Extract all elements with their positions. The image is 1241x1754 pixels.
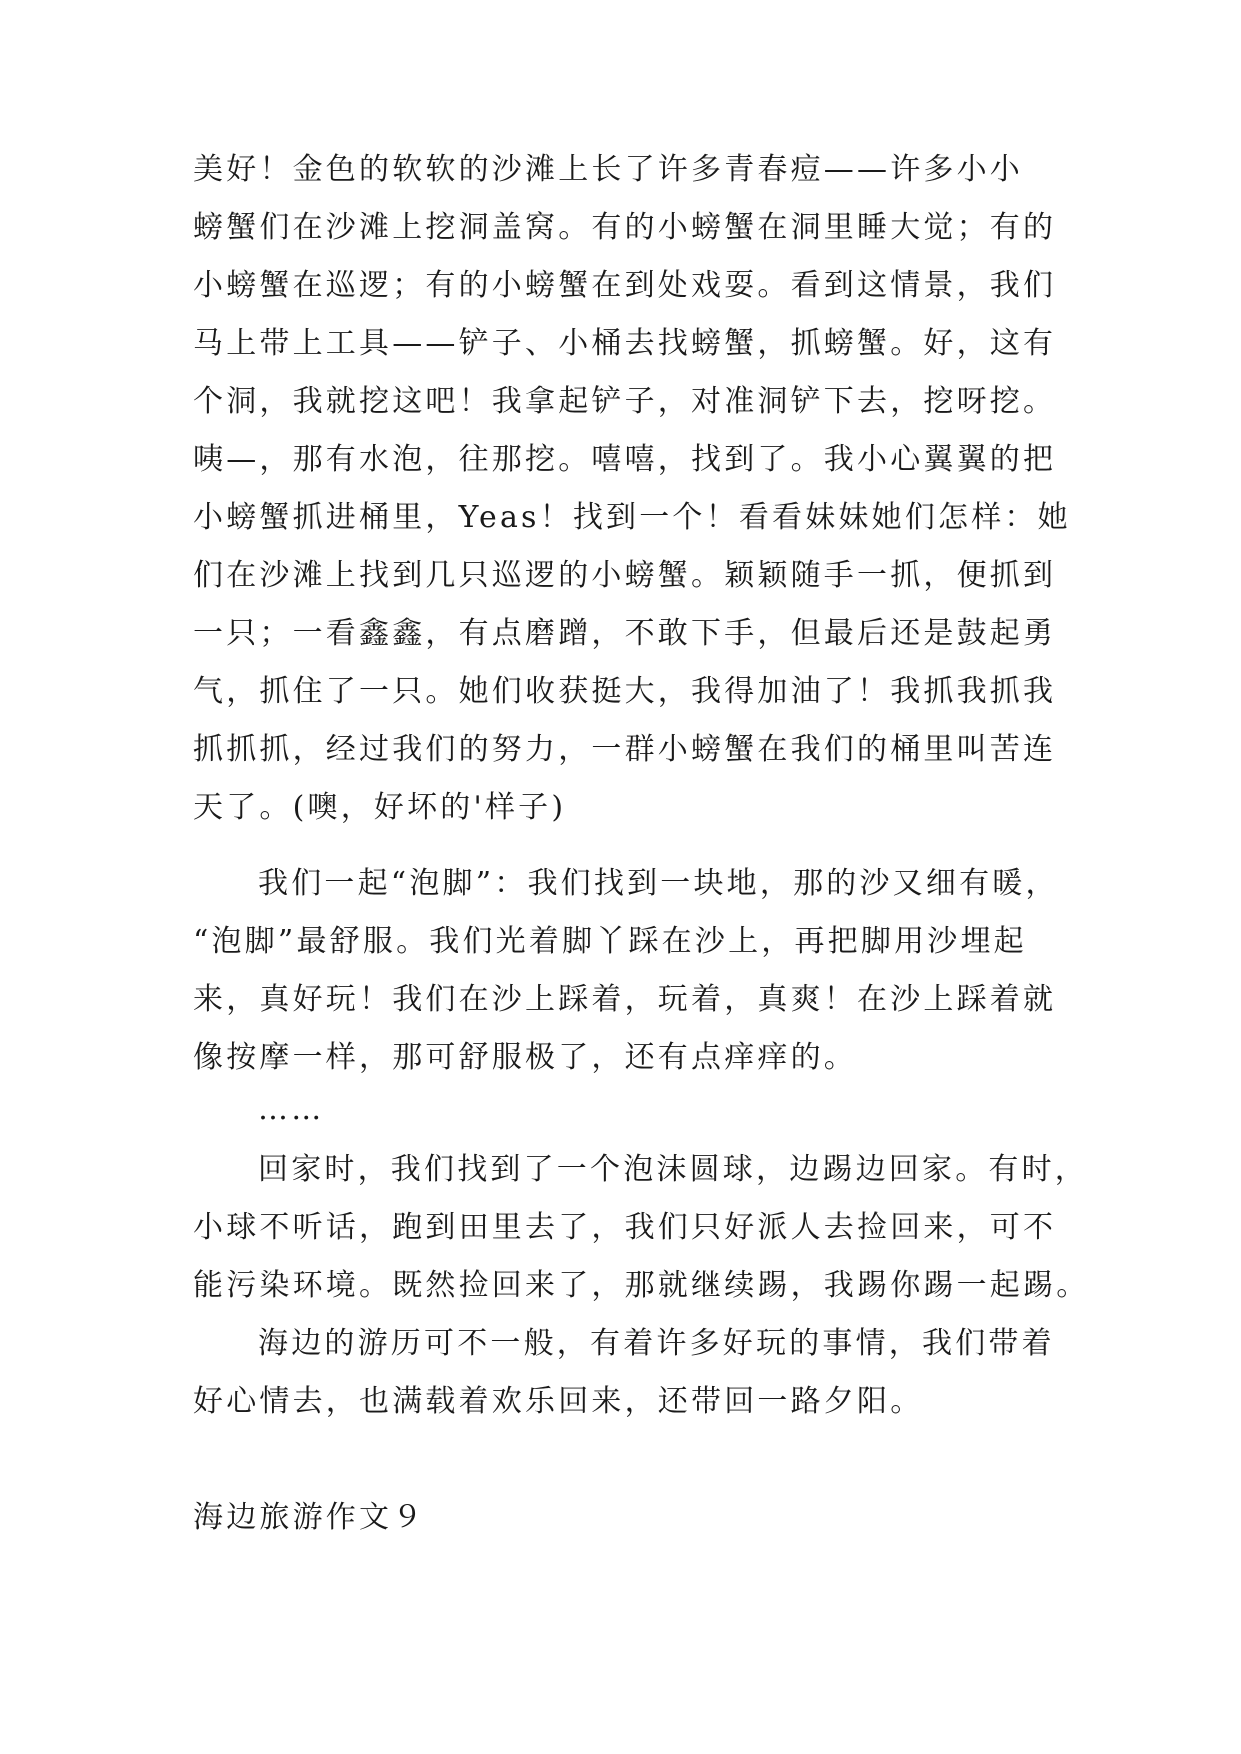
text-line: 一只；一看鑫鑫，有点磨蹭，不敢下手，但最后还是鼓起勇: [193, 616, 1057, 651]
text-line: 气，抓住了一只。她们收获挺大，我得加油了！我抓我抓我: [193, 674, 1057, 709]
text-line: ……: [258, 1092, 325, 1127]
text-line: 能污染环境。既然捡回来了，那就继续踢，我踢你踢一起踢。: [193, 1268, 1090, 1303]
text-line: 小螃蟹抓进桶里，Yeas！找到一个！看看妹妹她们怎样：她: [193, 500, 1071, 535]
text-line: 天了。(噢，好坏的'样子): [193, 790, 567, 825]
text-line: 来，真好玩！我们在沙上踩着，玩着，真爽！在沙上踩着就: [193, 982, 1057, 1017]
text-line: 咦—，那有水泡，往那挖。嘻嘻，找到了。我小心翼翼的把: [193, 442, 1057, 477]
text-line: 抓抓抓，经过我们的努力，一群小螃蟹在我们的桶里叫苦连: [193, 732, 1057, 767]
text-line: 螃蟹们在沙滩上挖洞盖窝。有的小螃蟹在洞里睡大觉；有的: [193, 210, 1057, 245]
section-title: 海边旅游作文９: [193, 1500, 426, 1535]
text-line: 我们一起“泡脚”：我们找到一块地，那的沙又细有暖，: [258, 866, 1059, 901]
text-line: 美好！金色的软软的沙滩上长了许多青春痘——许多小小: [193, 152, 1023, 187]
text-line: 海边的游历可不一般，有着许多好玩的事情，我们带着: [258, 1326, 1055, 1361]
text-line: 回家时，我们找到了一个泡沫圆球，边踢边回家。有时，: [258, 1152, 1088, 1187]
text-line: 小螃蟹在巡逻；有的小螃蟹在到处戏耍。看到这情景，我们: [193, 268, 1057, 303]
text-line: “泡脚”最舒服。我们光着脚丫踩在沙上，再把脚用沙埋起: [193, 924, 1027, 959]
text-line: 个洞，我就挖这吧！我拿起铲子，对准洞铲下去，挖呀挖。: [193, 384, 1057, 419]
text-line: 小球不听话，跑到田里去了，我们只好派人去捡回来，可不: [193, 1210, 1057, 1245]
text-line: 们在沙滩上找到几只巡逻的小螃蟹。颖颖随手一抓，便抓到: [193, 558, 1057, 593]
text-line: 像按摩一样，那可舒服极了，还有点痒痒的。: [193, 1040, 857, 1075]
text-line: 马上带上工具——铲子、小桶去找螃蟹，抓螃蟹。好，这有: [193, 326, 1057, 361]
text-line: 好心情去，也满载着欢乐回来，还带回一路夕阳。: [193, 1384, 924, 1419]
